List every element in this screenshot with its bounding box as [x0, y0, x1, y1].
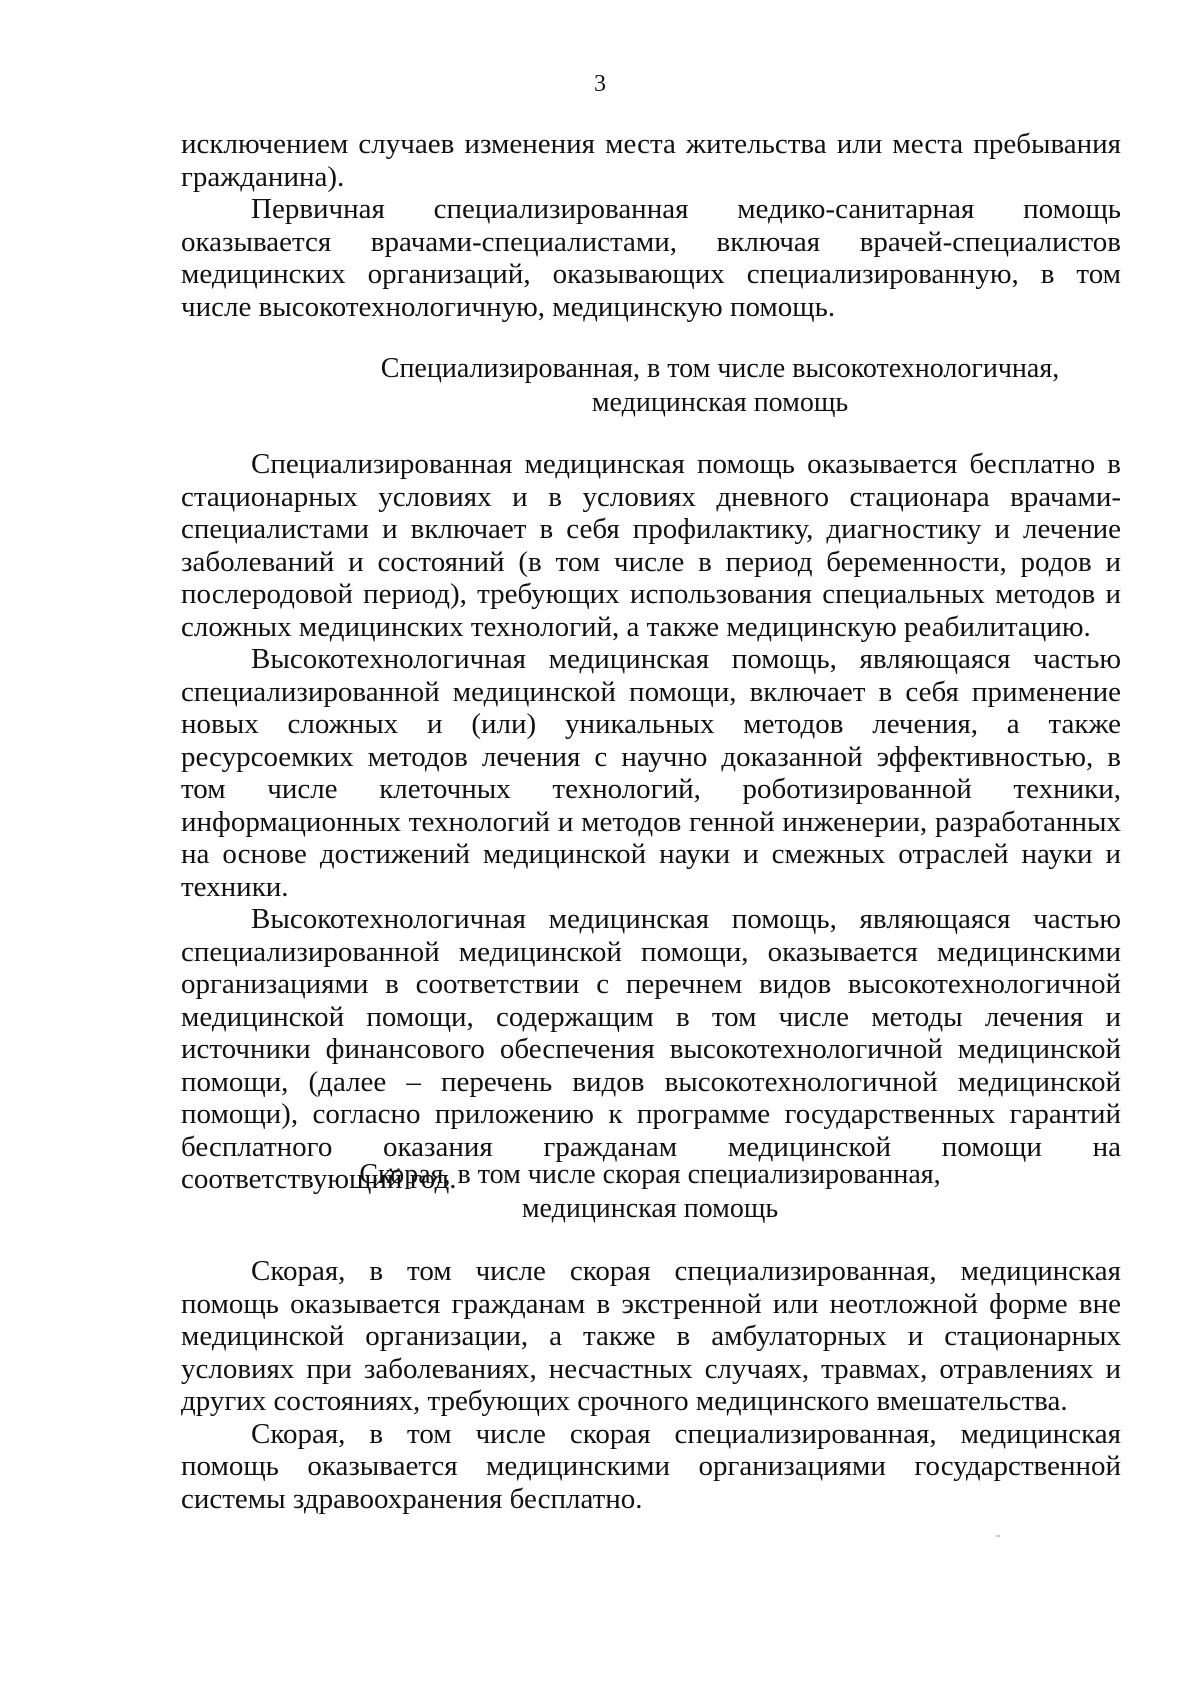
page-number: 3 — [594, 71, 606, 97]
paragraph-specialized-care: Специализированная медицинская помощь оказывается бесплатно в стационарных условиях и в условиях дневного стационара врачами-специалистами и включает в себя профилактику, диагностику и лечение заболеваний и состояний (в том числе в период беременности, родов и послеродовой период), требующих использования специальных методов и сложных медицинских технологий, а также медицинскую реабилитацию. — [181, 448, 1121, 643]
heading-line: медицинская помощь — [521, 1193, 779, 1224]
paragraph-high-tech-care: Высокотехнологичная медицинская помощь, являющаяся частью специализированной медицинской помощи, включает в себя применение новых сложных и (или) уникальных методов лечения, а также ресурсоемких методов лечения с научно доказанной эффективностью, в том числе клеточных технологий, роботизированной техники, информационных технологий и методов генной инженерии, разработанных на основе достижений медицинской науки и смежных отраслей науки и техники. — [181, 643, 1121, 903]
scan-speck — [996, 1535, 1000, 1537]
paragraph-continuation: исключением случаев изменения места жительства или места пребывания гражданина). — [181, 128, 1121, 193]
paragraph-high-tech-care-providers: Высокотехнологичная медицинская помощь, являющаяся частью специализированной медицинской помощи, оказывается медицинскими организациями в соответствии с перечнем видов высокотехнологичной медицинской помощи, содержащим в том числе методы лечения и источники финансового обеспечения высокотехнологичной медицинской помощи, (далее – перечень видов высокотехнологичной медицинской помощи), согласно приложению к программе государственных гарантий бесплатного оказания гражданам медицинской помощи на соответствующий год. — [181, 903, 1121, 1195]
section-heading-emergency — [300, 1158, 1000, 1226]
intro-section — [181, 128, 1121, 323]
emergency-care-section — [181, 1255, 1121, 1515]
heading-line: Специализированная, в том числе высокотехнологичная, — [380, 353, 1060, 384]
heading-line: медицинская помощь — [591, 387, 849, 418]
heading-line: Скорая, в том числе скорая специализированная, — [359, 1159, 941, 1190]
specialized-care-section — [181, 448, 1121, 1196]
section-heading-specialized — [300, 352, 1140, 420]
paragraph-primary-specialized-care: Первичная специализированная медико-санитарная помощь оказывается врачами-специалистами, включая врачей-специалистов медицинских организаций, оказывающих специализированную, в том числе высокотехнологичную, медицинскую помощь. — [181, 193, 1121, 323]
paragraph-emergency-care-providers: Скорая, в том числе скорая специализированная, медицинская помощь оказывается медицинскими организациями государственной системы здравоохранения бесплатно. — [181, 1417, 1121, 1515]
paragraph-emergency-care: Скорая, в том числе скорая специализированная, медицинская помощь оказывается гражданам в экстренной или неотложной форме вне медицинской организации, а также в амбулаторных и стационарных условиях при заболеваниях, несчастных случаях, травмах, отравлениях и других состояниях, требующих срочного медицинского вмешательства. — [181, 1255, 1121, 1417]
